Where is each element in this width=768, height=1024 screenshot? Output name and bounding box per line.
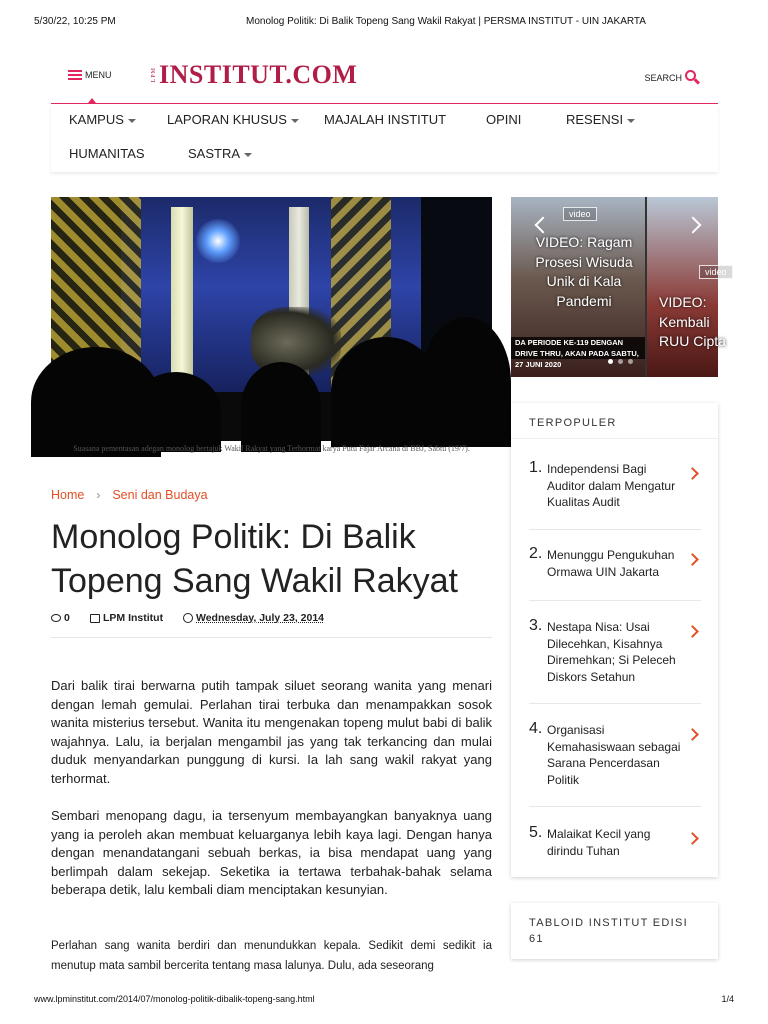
slider-dot[interactable] <box>628 359 633 364</box>
chevron-right-icon <box>686 467 699 480</box>
author-name: LPM Institut <box>103 612 164 624</box>
article-meta <box>51 612 492 638</box>
chevron-right-icon <box>686 728 699 741</box>
print-page-title: Monolog Politik: Di Balik Topeng Sang Wakil Rakyat | PERSMA INSTITUT - UIN JAKARTA <box>246 16 646 27</box>
site-header <box>51 56 718 104</box>
print-timestamp: 5/30/22, 10:25 PM <box>34 16 116 27</box>
article-paragraph: Dari balik tirai berwarna putih tampak siluet seorang wanita yang menari dengan lemah gemulai. Perlahan tirai terbuka dan menampakkan sosok wanita misterius tersebut. Wanita itu mengenakan topeng mulut babi di balik wajahnya. Lalu, ia berjalan mengambil jas yang tak terkancing dan mulai duduk menyandarkan punggung di kursi. Ia lah sang wakil rakyat yang terhormat. <box>51 678 492 786</box>
logo-lpm: LPM <box>151 67 157 83</box>
clock-icon <box>183 613 193 623</box>
hamburger-icon <box>68 70 82 80</box>
video-badge: video <box>563 207 597 221</box>
article-paragraph: Sembari menopang dagu, ia tersenyum membayangkan banyaknya uang yang ia peroleh akan membuat keluarganya lebih kaya lagi. Dengan hanya dengan menandatangani sebuah berkas, ia bisa mendapat uang yang berlimpah dalam sekejap. Seketika ia tertawa terbahak-bahak selama beberapa detik, lalu kembali diam menciptakan kesunyian. <box>51 808 492 897</box>
main-nav <box>51 104 718 172</box>
breadcrumb <box>51 488 208 502</box>
video-slide-title[interactable]: VIDEO: Ragam Prosesi Wisuda Unik di Kala Pandemi <box>535 234 633 309</box>
caret-down-icon <box>128 119 136 123</box>
popular-item[interactable] <box>529 824 701 864</box>
image-caption: Suasana pementasan adegan monolog bertajuk Wakil Rakyat yang Terhormat karya Putu Fajar Arcana di BBJ, Sabtu (19/7). <box>73 444 470 453</box>
edit-icon <box>90 614 100 623</box>
popular-item[interactable] <box>529 545 701 601</box>
popular-number: 3. <box>529 617 543 634</box>
publish-date[interactable] <box>183 612 324 624</box>
print-header <box>34 16 734 27</box>
comment-count-value: 0 <box>64 612 70 624</box>
nav-label: SASTRA <box>188 146 241 161</box>
tabloid-heading: TABLOID INSTITUT EDISI 61 <box>529 917 688 945</box>
nav-label: MAJALAH INSTITUT <box>324 112 447 127</box>
print-url: www.lpminstitut.com/2014/07/monolog-politik-dibalik-topeng-sang.html <box>34 994 315 1004</box>
nav-label: KAMPUS <box>69 112 124 127</box>
slider-dot[interactable] <box>618 359 623 364</box>
nav-item-kampus[interactable] <box>69 112 136 127</box>
menu-button[interactable] <box>68 70 112 80</box>
nav-label: OPINI <box>486 112 522 127</box>
popular-number: 1. <box>529 459 543 476</box>
search-label: SEARCH <box>644 72 682 83</box>
breadcrumb-home[interactable]: Home <box>51 488 85 502</box>
search-icon <box>685 70 700 85</box>
popular-number: 4. <box>529 720 543 737</box>
popular-title[interactable]: Independensi Bagi Auditor dalam Mengatur Kualitas Audit <box>547 462 676 509</box>
video-slider[interactable] <box>511 197 727 377</box>
article-title: Monolog Politik: Di Balik Topeng Sang Wakil Rakyat <box>51 518 458 600</box>
print-page-number: 1/4 <box>721 994 734 1004</box>
caret-down-icon <box>244 153 252 157</box>
popular-title[interactable]: Nestapa Nisa: Usai Dilecehkan, Kisahnya Diremehkan; Si Peleceh Diskors Setahun <box>547 620 676 684</box>
chevron-right-icon <box>686 832 699 845</box>
print-footer <box>34 994 734 1004</box>
chevron-right-icon: › <box>96 488 101 502</box>
nav-item-resensi[interactable] <box>566 112 635 127</box>
video-badge: video <box>699 265 733 279</box>
video-slide[interactable] <box>647 197 727 377</box>
comment-count[interactable] <box>51 612 70 624</box>
logo-text: INSTITUT.COM <box>159 60 358 89</box>
article-paragraph: Perlahan sang wanita berdiri dan menundukkan kepala. Sedikit demi sedikit ia menutup mata sambil bercerita tentang masa lalunya. Dulu, ada seseorang <box>51 940 492 972</box>
nav-item-majalah-institut[interactable] <box>324 112 446 127</box>
popular-widget <box>511 403 718 877</box>
caret-down-icon <box>291 119 299 123</box>
popular-title[interactable]: Menunggu Pengukuhan Ormawa UIN Jakarta <box>547 548 675 579</box>
video-slide-title[interactable]: VIDEO: Kembali RUU Cipta <box>659 294 726 349</box>
menu-pointer-icon <box>88 98 96 103</box>
popular-item[interactable] <box>529 617 701 704</box>
caret-down-icon <box>627 119 635 123</box>
search-button[interactable] <box>644 70 700 85</box>
nav-label: LAPORAN KHUSUS <box>167 112 287 127</box>
nav-item-humanitas[interactable] <box>69 146 145 161</box>
nav-item-opini[interactable] <box>486 112 521 127</box>
article-hero-image <box>51 197 492 441</box>
menu-label: MENU <box>85 70 112 80</box>
nav-item-sastra[interactable] <box>188 146 252 161</box>
slider-dots <box>608 359 633 364</box>
video-slide-banner: DA PERIODE KE-119 DENGAN DRIVE THRU, AKAN PADA SABTU, 27 JUNI 2020 <box>511 337 645 359</box>
nav-label: HUMANITAS <box>69 146 145 161</box>
popular-number: 5. <box>529 824 543 841</box>
video-slide[interactable] <box>511 197 645 377</box>
popular-title[interactable]: Malaikat Kecil yang dirindu Tuhan <box>547 827 651 858</box>
tabloid-widget <box>511 903 718 959</box>
publish-date-value: Wednesday, July 23, 2014 <box>196 612 325 624</box>
popular-item[interactable] <box>529 459 701 530</box>
slider-dot[interactable] <box>608 359 613 364</box>
chevron-right-icon <box>686 625 699 638</box>
site-logo[interactable] <box>151 60 357 90</box>
nav-label: RESENSI <box>566 112 624 127</box>
author-link[interactable] <box>90 612 163 624</box>
chevron-right-icon <box>686 553 699 566</box>
popular-heading: TERPOPULER <box>511 403 718 439</box>
popular-item[interactable] <box>529 720 701 807</box>
breadcrumb-category[interactable]: Seni dan Budaya <box>112 488 208 502</box>
comment-icon <box>51 614 61 622</box>
popular-number: 2. <box>529 545 543 562</box>
nav-item-laporan-khusus[interactable] <box>167 112 299 127</box>
popular-title[interactable]: Organisasi Kemahasiswaan sebagai Sarana Pencerdasan Politik <box>547 723 681 787</box>
